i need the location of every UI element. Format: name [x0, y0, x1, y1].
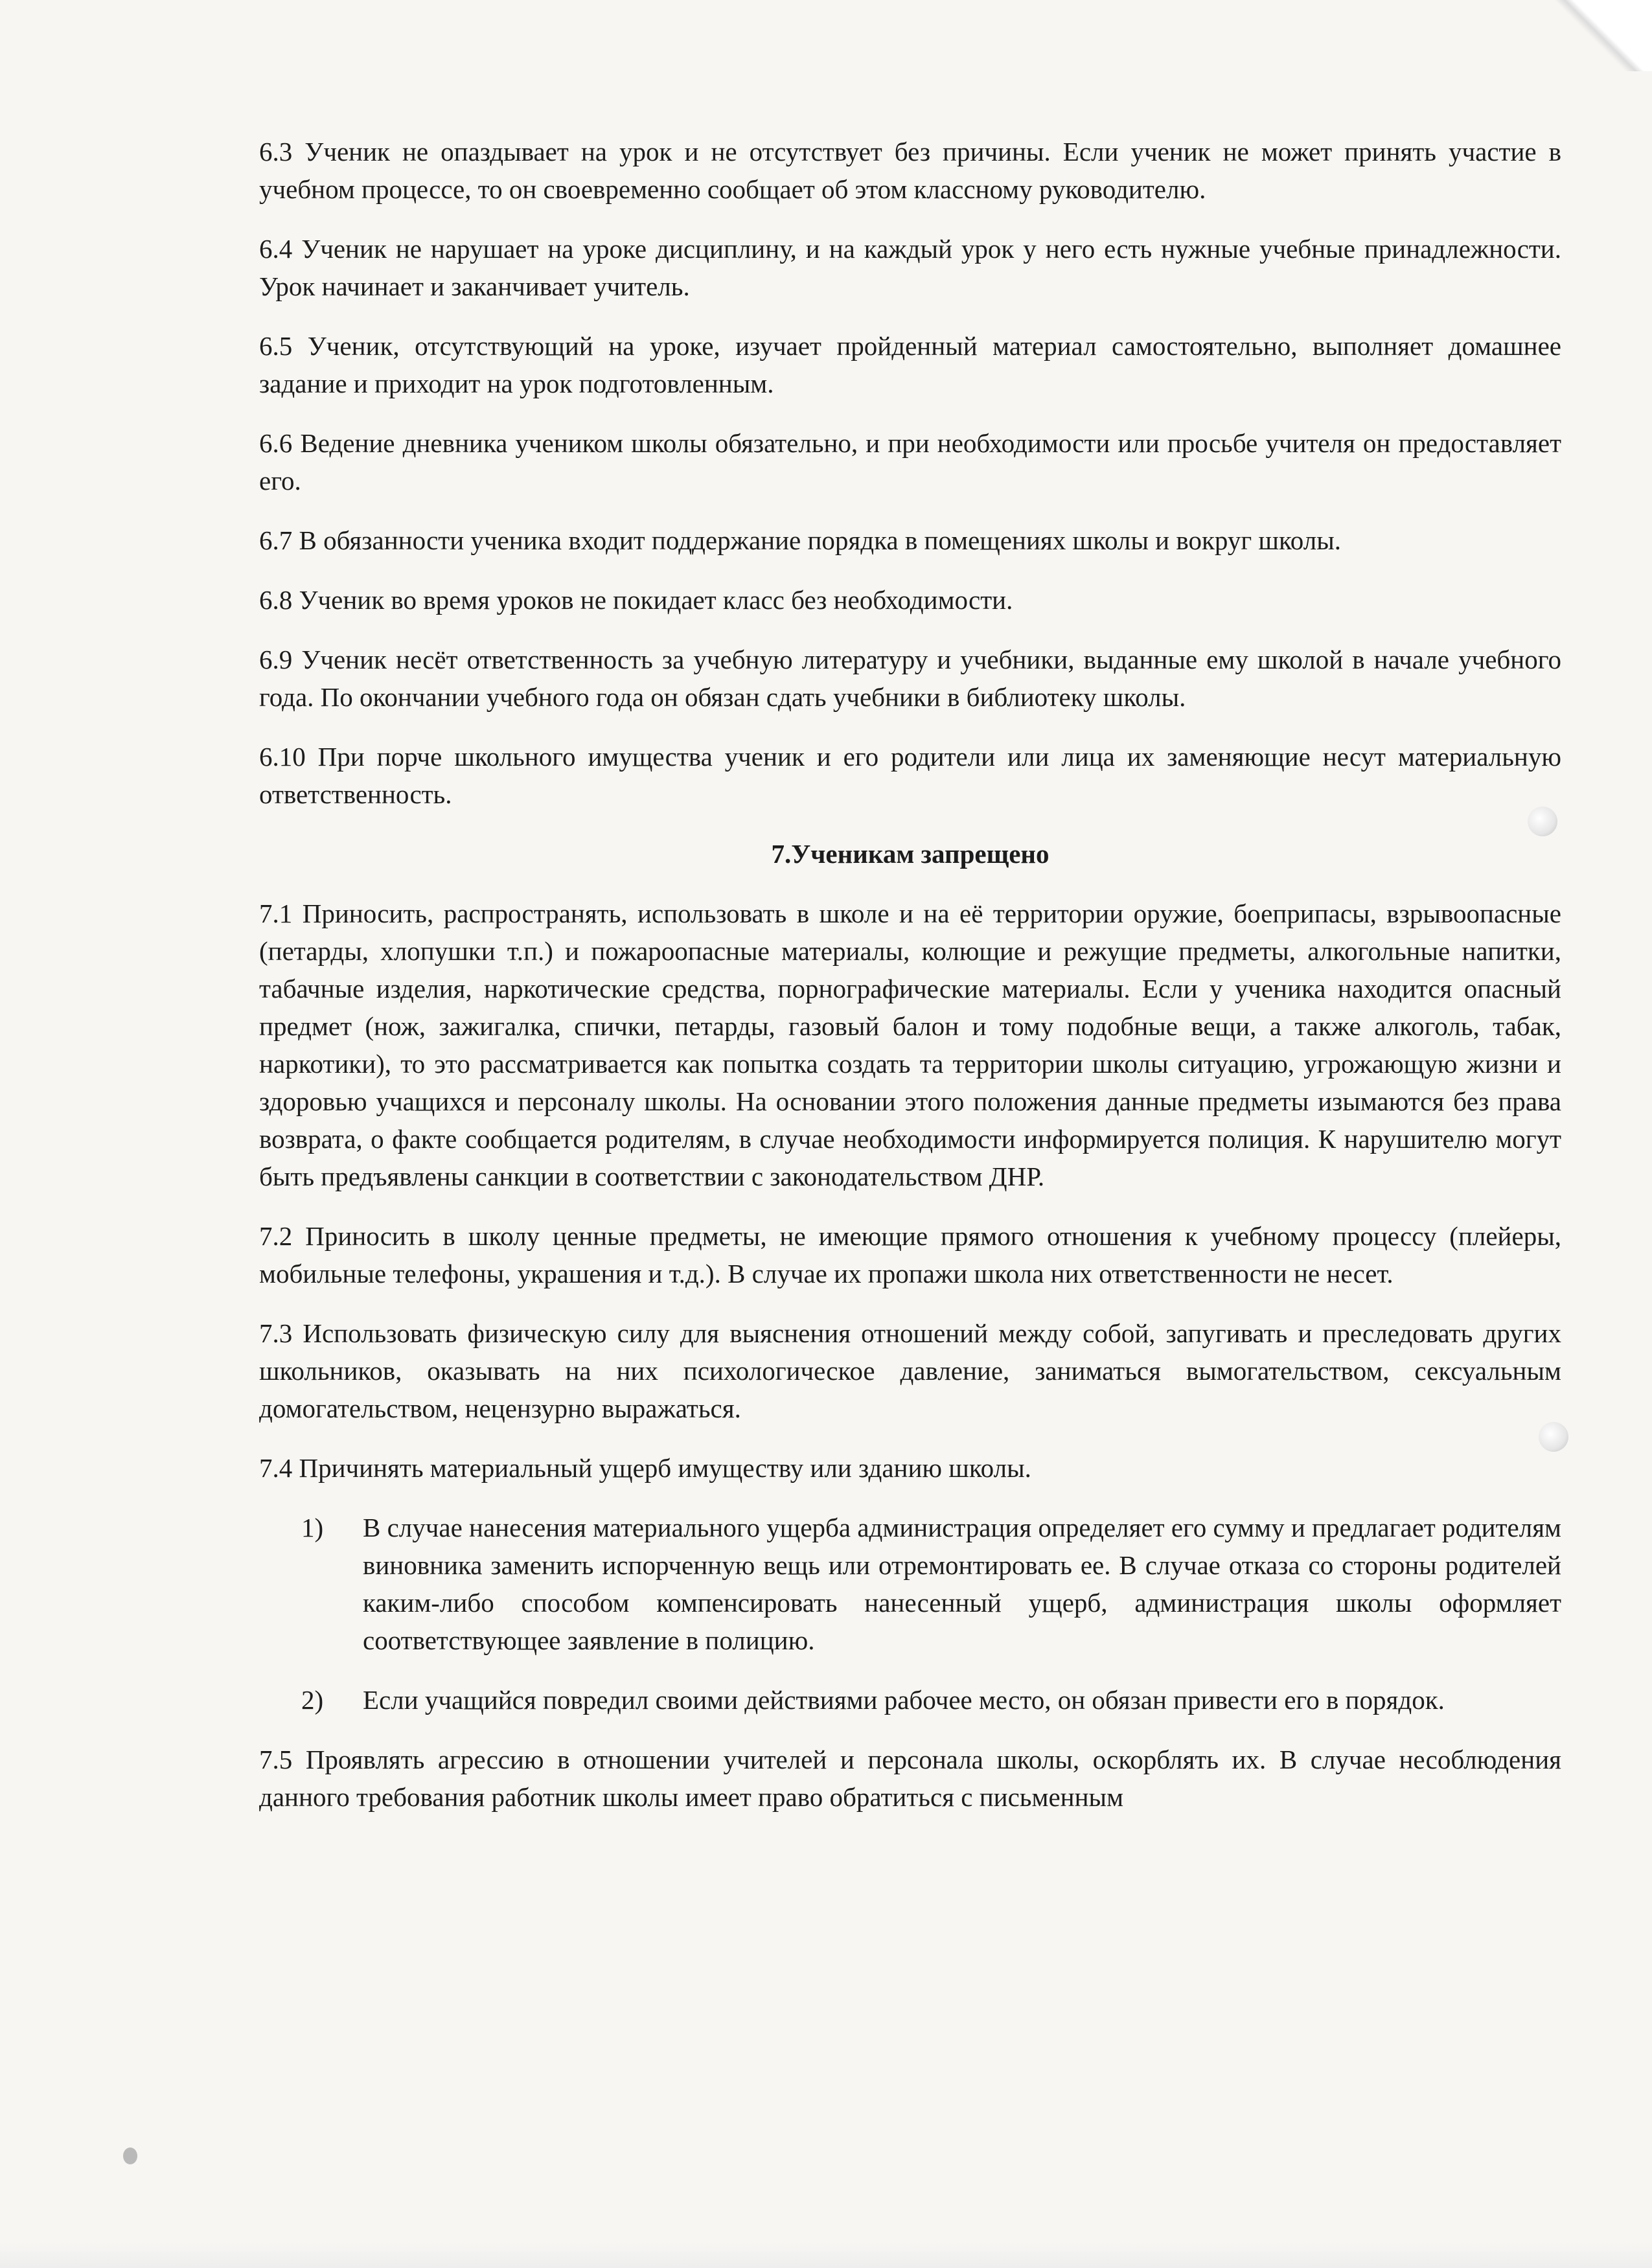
sub-list-7-4 — [259, 1509, 1561, 1719]
section-7-heading: 7.Ученикам запрещено — [771, 839, 1050, 869]
paragraph-6-8: 6.8 Ученик во время уроков не покидает класс без необходимости. — [259, 585, 1013, 615]
paragraph-6-6: 6.6 Ведение дневника учеником школы обязательно, и при необходимости или просьбе учителя он предоставляет его. — [259, 428, 1561, 496]
paragraph-6-4: 6.4 Ученик не нарушает на уроке дисциплину, и на каждый урок у него есть нужные учебные принадлежности. Урок начинает и заканчивает учитель. — [259, 234, 1561, 301]
paragraph-6-5: 6.5 Ученик, отсутствующий на уроке, изучает пройденный материал самостоятельно, выполняет домашнее задание и приходит на урок подготовленным. — [259, 331, 1561, 398]
paragraph-7-5: 7.5 Проявлять агрессию в отношении учителей и персонала школы, оскорблять их. В случае несоблюдения данного требования работник школы имеет право обратиться с письменным — [259, 1745, 1561, 1812]
list-item-number: 1) — [301, 1513, 324, 1542]
paragraph-6-10: 6.10 При порче школьного имущества ученик и его родители или лица их заменяющие несут материальную ответственность. — [259, 742, 1561, 809]
document-page — [259, 133, 1561, 1838]
scan-page-corner — [1548, 0, 1652, 71]
list-item — [301, 1681, 1561, 1719]
paragraph-6-3: 6.3 Ученик не опаздывает на урок и не отсутствует без причины. Если ученик не может принять участие в учебном процессе, то он своевременно сообщает об этом классному руководителю. — [259, 137, 1561, 204]
paragraph-7-3: 7.3 Использовать физическую силу для выяснения отношений между собой, запугивать и преследовать других школьников, оказывать на них психологическое давление, заниматься вымогательством, сексуальным домогательством, нецензурно выражаться. — [259, 1318, 1561, 1423]
scan-bottom-edge — [0, 2242, 1652, 2268]
paragraph-6-7: 6.7 В обязанности ученика входит поддержание порядка в помещениях школы и вокруг школы. — [259, 525, 1342, 555]
list-item-text: В случае нанесения материального ущерба администрация определяет его сумму и предлагает родителям виновника заменить испорченную вещь или отремонтировать ее. В случае отказа со стороны родителей каким-либо способом компенсировать нанесенный ущерб, администрация школы оформляет соответствующее заявление в полицию. — [363, 1513, 1562, 1655]
paragraph-7-2: 7.2 Приносить в школу ценные предметы, не имеющие прямого отношения к учебному процессу (плейеры, мобильные телефоны, украшения и т.д.). В случае их пропажи школа них ответственности не несет. — [259, 1221, 1561, 1289]
list-item-text: Если учащийся повредил своими действиями рабочее место, он обязан привести его в порядок. — [363, 1685, 1445, 1715]
scan-speck — [123, 2148, 137, 2164]
list-item-number: 2) — [301, 1685, 324, 1715]
paragraph-6-9: 6.9 Ученик несёт ответственность за учебную литературу и учебники, выданные ему школой в начале учебного года. По окончании учебного года он обязан сдать учебники в библиотеку школы. — [259, 645, 1561, 712]
list-item — [301, 1509, 1562, 1659]
paragraph-7-4: 7.4 Причинять материальный ущерб имуществу или зданию школы. — [259, 1453, 1031, 1483]
paragraph-7-1: 7.1 Приносить, распространять, использовать в школе и на её территории оружие, боеприпасы, взрывоопасные (петарды, хлопушки т.п.) и пожароопасные материалы, колющие и режущие предметы, алкогольные напитки, табачные изделия, наркотические средства, порнографические материалы. Если у ученика находится опасный предмет (нож, зажигалка, спички, петарды, газовый балон и тому подобные вещи, а также алкоголь, табак, наркотики), то это рассматривается как попытка создать та территории школы ситуацию, угрожающую жизни и здоровью учащихся и персоналу школы. На основании этого положения данные предметы изымаются без права возврата, о факте сообщается родителям, в случае необходимости информируется полиция. К нарушителю могут быть предъявлены санкции в соответствии с законодательством ДНР. — [259, 899, 1561, 1191]
